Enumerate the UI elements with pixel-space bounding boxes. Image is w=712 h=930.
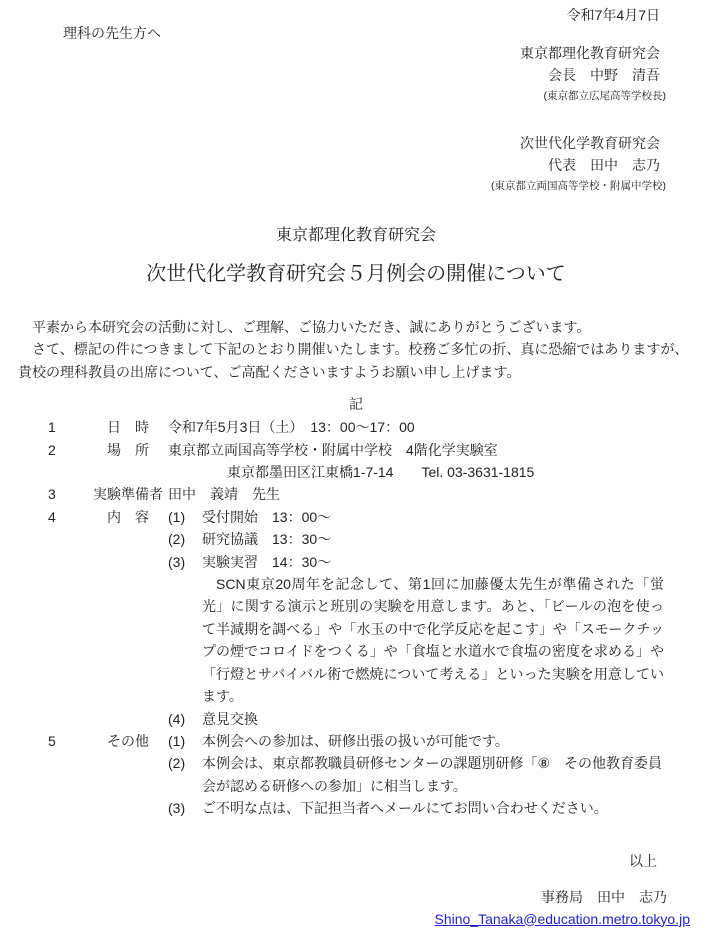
greeting-paragraphs (18, 316, 696, 383)
item-content: 東京都立両国高等学校・附属中学校 4階化学実験室 (168, 441, 498, 458)
contact-email-line (0, 908, 712, 930)
sender-affiliation: (東京都立両国高等学校・附属中学校) (491, 180, 666, 192)
sender-block-rika (0, 42, 712, 106)
record-marker: 記 (349, 396, 363, 413)
sub-item-number: (2) (168, 531, 186, 548)
item-number: 5 (48, 732, 56, 749)
sub-item-number: (2) (168, 755, 186, 772)
sub-item (168, 708, 704, 730)
sub-item (168, 730, 704, 752)
sub-item-number: (4) (168, 710, 186, 727)
sender-block-jisedai (0, 132, 712, 196)
item-number: 3 (48, 486, 56, 503)
item-number: 4 (48, 508, 56, 525)
sub-item-text: 受付開始 13：00～ (202, 508, 332, 525)
item-content: 田中 義靖 先生 (168, 486, 280, 503)
salutation: 理科の先生方へ (63, 25, 161, 41)
item-label: その他 (107, 732, 149, 749)
sub-item-number: (1) (168, 508, 186, 525)
sub-item-text: 実験実習 14：30～ (202, 553, 332, 570)
sub-item (168, 752, 704, 797)
sub-item-number: (3) (168, 553, 186, 570)
page-title: 次世代化学教育研究会５月例会の開催について (146, 263, 566, 285)
experiment-description: SCN東京20周年を記念して、第1回に加藤優太先生が準備された「蛍光」に関する演示と班別の実験を用意します。あと、「ビールの泡を使って半減期を調べる」や「水玉の中で化学反応を起こす」や「スモークチップの煙でコロイドをつくる」や「食塩と水道水で食塩の密度を求める」や「行燈とサバイバル術で燃焼について考える」といった実験を用意しています。 (202, 576, 664, 705)
organization-title: 東京都理化教育研究会 (275, 227, 436, 244)
list-item-contents (0, 506, 712, 730)
contact-email-link[interactable]: Shino_Tanaka@education.metro.tokyo.jp (434, 910, 690, 927)
sub-item (168, 506, 704, 528)
sender-org: 次世代化学教育研究会 (520, 135, 660, 151)
item-number: 2 (48, 441, 56, 458)
list-item-datetime (0, 416, 712, 438)
item-content-address: 東京都墨田区江東橋1-7-14 Tel. 03-3631-1815 (227, 464, 535, 481)
greeting-line-1: 平素から本研究会の活動に対し、ご理解、ご協力いただき、誠にありがとうございます。 (32, 319, 591, 335)
list-item-place (0, 439, 712, 484)
sender-person: 代表 田中 志乃 (548, 157, 660, 173)
list-item-preparer (0, 483, 712, 505)
sub-item (168, 528, 704, 550)
sender-person: 会長 中野 清吾 (548, 67, 660, 83)
item-label: 内 容 (107, 508, 149, 525)
item-content: 令和7年5月3日（土） 13：00～17：00 (168, 419, 415, 436)
list-item-other (0, 730, 712, 820)
meeting-details-list (0, 416, 712, 819)
item-label: 場 所 (107, 441, 149, 458)
sub-item (168, 551, 704, 573)
item-label: 日 時 (107, 419, 149, 436)
sub-item-number: (3) (168, 800, 186, 817)
sub-item-text: 意見交換 (202, 710, 258, 727)
sender-affiliation: (東京都立広尾高等学校長) (543, 90, 666, 102)
sub-item-text: ご不明な点は、下記担当者へメールにてお問い合わせください。 (202, 800, 608, 817)
sub-item-text: 研究協議 13：30～ (202, 531, 332, 548)
sub-item-text: 本例会は、東京都教職員研修センターの課題別研修「⑧ その他教育委員会が認める研修への参加」に相当します。 (202, 755, 662, 794)
item-number: 1 (48, 419, 56, 436)
closing-ijou: 以上 (629, 852, 657, 869)
item-label: 実験準備者 (93, 486, 163, 503)
sub-item-number: (1) (168, 732, 186, 749)
greeting-line-2: さて、標記の件につきまして下記のとおり開催いたします。校務ご多忙の折、真に恐縮ではありますが、貴校の理科教員の出席について、ご高配くださいますようお願い申し上げます。 (18, 341, 689, 380)
secretariat-signature: 事務局 田中 志乃 (541, 888, 667, 905)
sub-item-text: 本例会への参加は、研修出張の扱いが可能です。 (202, 732, 509, 749)
sender-org: 東京都理化教育研究会 (520, 45, 660, 61)
sub-item (168, 797, 704, 819)
document-date: 令和7年4月7日 (566, 7, 660, 23)
